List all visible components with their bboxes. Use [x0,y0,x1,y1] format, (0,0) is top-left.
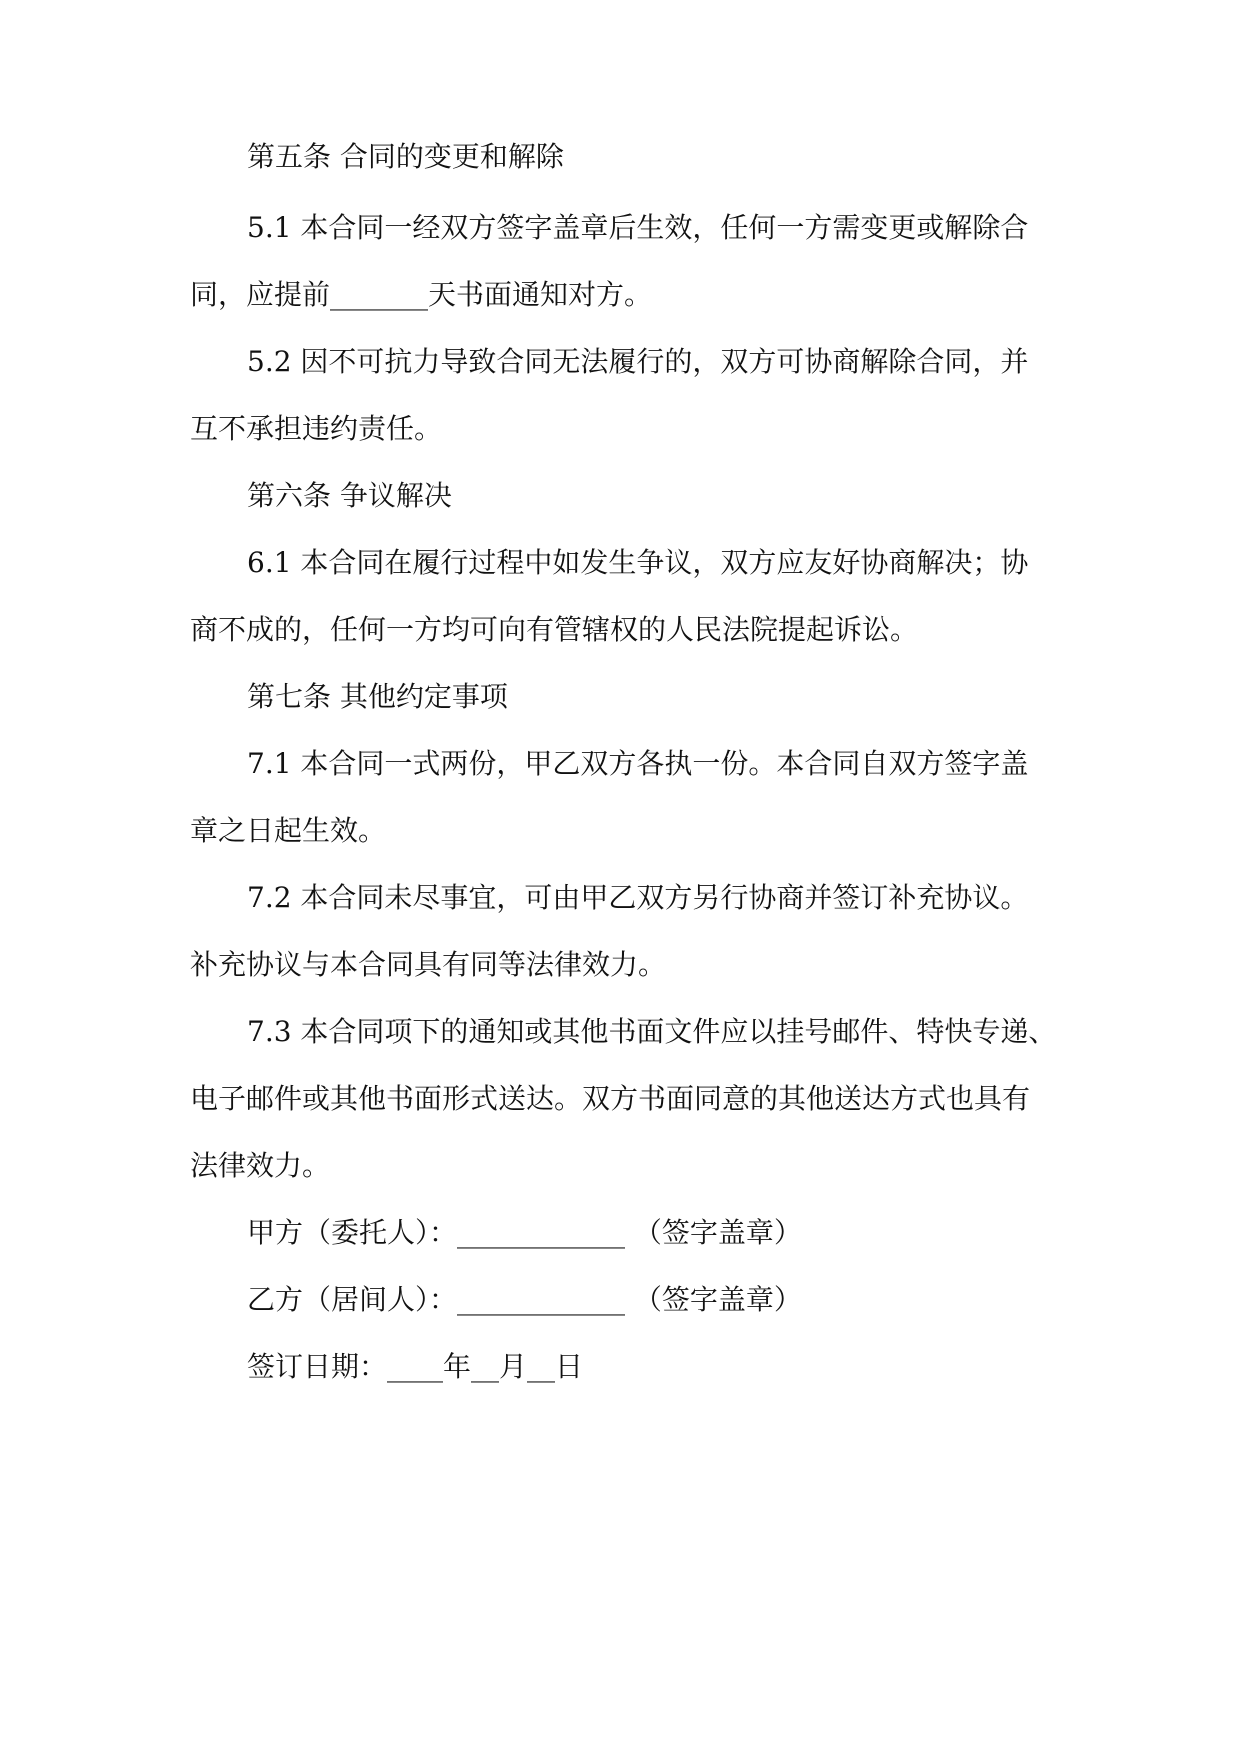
clause-7-3-line-2: 电子邮件或其他书面形式送达。双方书面同意的其他送达方式也具有 [190,1082,1031,1115]
section-heading-5: 第五条 合同的变更和解除 [247,140,564,173]
party-b-signature-line: 乙方（居间人）：____________ （签字盖章） [247,1283,802,1316]
party-a-signature-line: 甲方（委托人）：____________ （签字盖章） [247,1216,802,1249]
clause-7-2-line-1: 7.2 本合同未尽事宜，可由甲乙双方另行协商并签订补充协议。 [247,881,1029,914]
clause-6-1-line-1: 6.1 本合同在履行过程中如发生争议，双方应友好协商解决；协 [247,546,1029,579]
clause-6-1-line-2: 商不成的，任何一方均可向有管辖权的人民法院提起诉讼。 [190,613,919,646]
clause-7-3-line-3: 法律效力。 [190,1149,331,1182]
clause-7-1-line-1: 7.1 本合同一式两份，甲乙双方各执一份。本合同自双方签字盖 [247,747,1029,780]
section-heading-6: 第六条 争议解决 [247,479,452,512]
clause-5-2-line-2: 互不承担违约责任。 [190,412,443,445]
clause-7-1-line-2: 章之日起生效。 [190,814,387,847]
clause-5-2-line-1: 5.2 因不可抗力导致合同无法履行的，双方可协商解除合同，并 [247,345,1029,378]
section-heading-7: 第七条 其他约定事项 [247,680,508,713]
clause-7-2-line-2: 补充协议与本合同具有同等法律效力。 [190,948,667,981]
signing-date-line: 签订日期：____年__月__日 [247,1350,584,1383]
clause-5-1-line-2: 同，应提前_______天书面通知对方。 [190,278,653,311]
clause-7-3-line-1: 7.3 本合同项下的通知或其他书面文件应以挂号邮件、特快专递、 [247,1015,1057,1048]
clause-5-1-line-1: 5.1 本合同一经双方签字盖章后生效，任何一方需变更或解除合 [247,211,1029,244]
